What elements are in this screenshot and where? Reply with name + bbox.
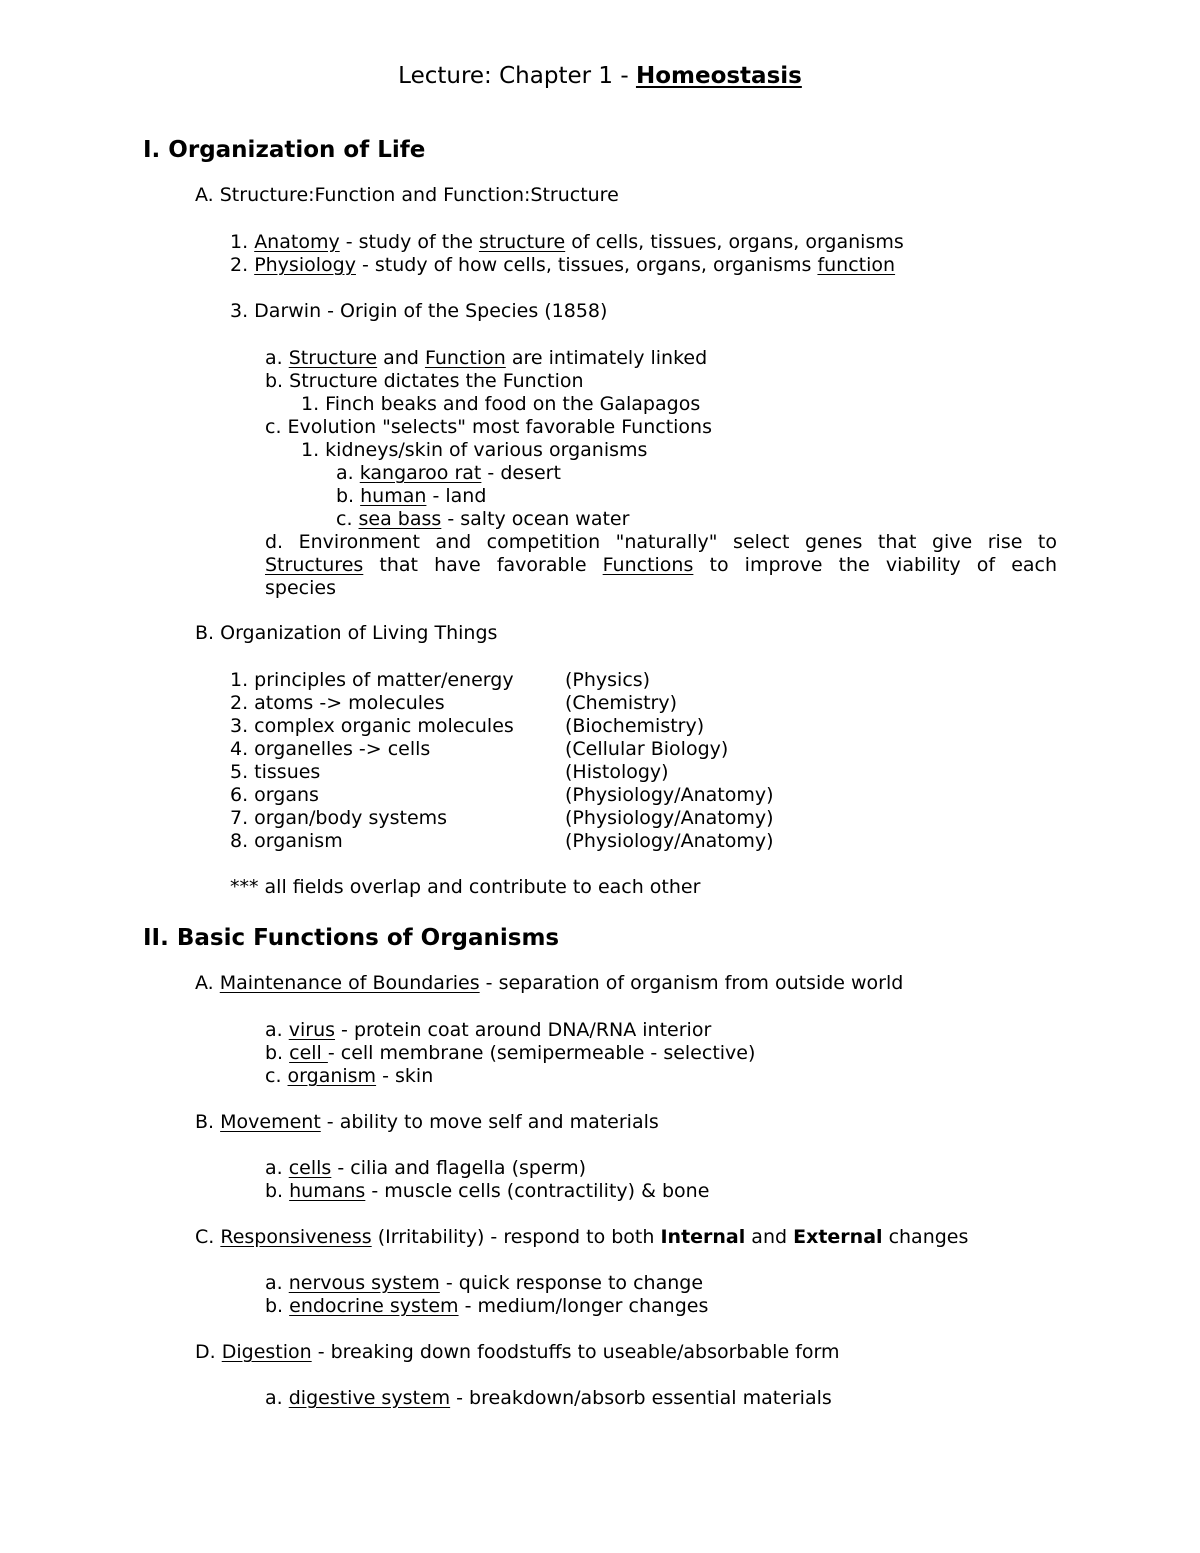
s2-a-item-b: b. cell - cell membrane (semipermeable - selective) [265, 1042, 756, 1064]
s2-d-label: D. Digestion - breaking down foodstuffs to useable/absorbable form [195, 1341, 840, 1363]
s2-b-item-a: a. cells - cilia and flagella (sperm) [265, 1157, 587, 1179]
s2-b-item-b: b. humans - muscle cells (contractility) & bone [265, 1180, 710, 1202]
s1-item-3: 3. Darwin - Origin of the Species (1858) [230, 300, 608, 322]
s1-item-1: 1. Anatomy - study of the structure of cells, tissues, organs, organisms [230, 231, 904, 253]
s2-a-item-a: a. virus - protein coat around DNA/RNA interior [265, 1019, 712, 1041]
darwin-c-1: 1. kidneys/skin of various organisms [301, 439, 648, 461]
org-row: 5. tissues [230, 761, 321, 783]
darwin-c-1-a: a. kangaroo rat - desert [336, 462, 561, 484]
darwin-a: a. Structure and Function are intimately linked [265, 347, 708, 369]
darwin-c-1-b: b. human - land [336, 485, 487, 507]
s2-c-item-a: a. nervous system - quick response to change [265, 1272, 704, 1294]
darwin-b-1: 1. Finch beaks and food on the Galapagos [301, 393, 701, 415]
s1-a-label: A. Structure:Function and Function:Structure [195, 184, 619, 206]
org-field: (Physiology/Anatomy) [565, 807, 774, 829]
darwin-c-1-c: c. sea bass - salty ocean water [336, 508, 630, 530]
darwin-d-line-1: d. Environment and competition "naturally" select genes that give rise to [265, 531, 1057, 553]
darwin-d-line-2: Structures that have favorable Functions to improve the viability of each [265, 554, 1058, 576]
darwin-d-line-3: species [265, 577, 336, 599]
section-1-heading: I. Organization of Life [143, 137, 426, 163]
overlap-note: *** all fields overlap and contribute to each other [230, 876, 701, 898]
title-topic: Homeostasis [635, 63, 802, 89]
org-field: (Cellular Biology) [565, 738, 729, 760]
term-physiology: Physiology [254, 254, 356, 276]
s2-d-item-a: a. digestive system - breakdown/absorb essential materials [265, 1387, 832, 1409]
org-row: 3. complex organic molecules [230, 715, 514, 737]
page-title [0, 62, 1200, 90]
org-field: (Physiology/Anatomy) [565, 830, 774, 852]
darwin-b: b. Structure dictates the Function [265, 370, 584, 392]
term-anatomy: Anatomy [254, 231, 340, 253]
org-row: 4. organelles -> cells [230, 738, 431, 760]
org-field: (Biochemistry) [565, 715, 705, 737]
org-field: (Physiology/Anatomy) [565, 784, 774, 806]
s1-b-label: B. Organization of Living Things [195, 622, 498, 644]
org-row: 1. principles of matter/energy [230, 669, 514, 691]
section-2-heading: II. Basic Functions of Organisms [143, 925, 560, 951]
title-prefix: Lecture: Chapter 1 - [398, 63, 629, 89]
s2-a-item-c: c. organism - skin [265, 1065, 434, 1087]
org-field: (Physics) [565, 669, 651, 691]
s1-item-2: 2. Physiology - study of how cells, tissues, organs, organisms function [230, 254, 896, 276]
org-row: 8. organism [230, 830, 343, 852]
org-row: 7. organ/body systems [230, 807, 448, 829]
org-row: 6. organs [230, 784, 319, 806]
s2-b-label: B. Movement - ability to move self and materials [195, 1111, 659, 1133]
s2-c-label: C. Responsiveness (Irritability) - respond to both Internal and External changes [195, 1226, 969, 1248]
org-field: (Histology) [565, 761, 669, 783]
s2-c-item-b: b. endocrine system - medium/longer changes [265, 1295, 709, 1317]
darwin-c: c. Evolution "selects" most favorable Functions [265, 416, 712, 438]
s2-a-label: A. Maintenance of Boundaries - separation of organism from outside world [195, 972, 904, 994]
org-field: (Chemistry) [565, 692, 678, 714]
org-row: 2. atoms -> molecules [230, 692, 445, 714]
